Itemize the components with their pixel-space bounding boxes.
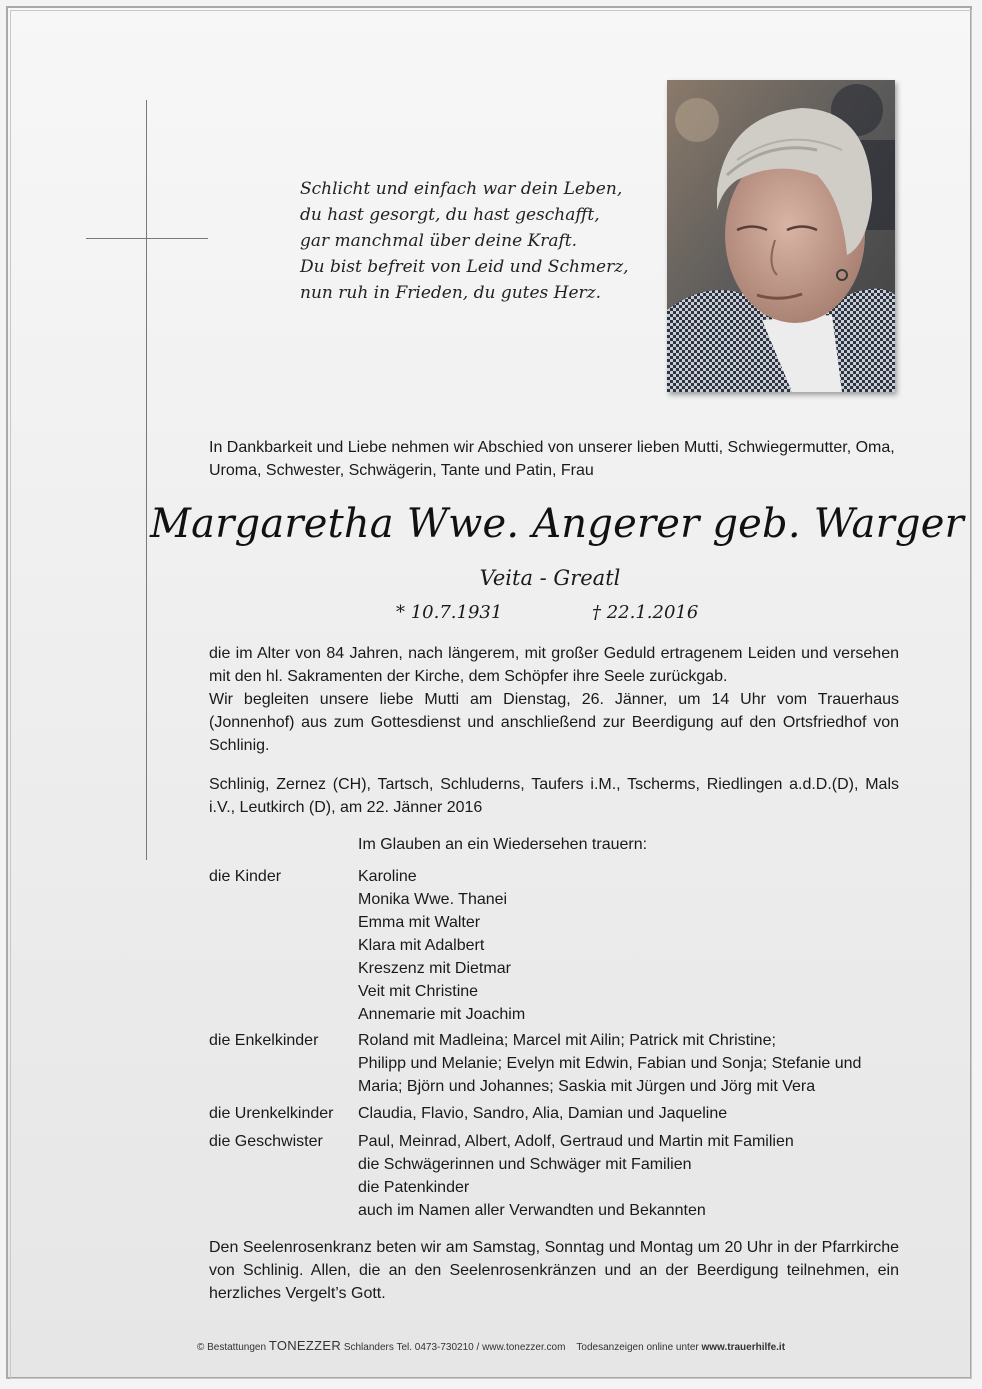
portrait-photo [667, 80, 895, 392]
group-label: die Enkelkinder [209, 1032, 319, 1049]
rosary-paragraph: Den Seelenrosenkranz beten wir am Samstag, Sonntag und Montag um 20 Uhr in der Pfarrkirche von Schlinig. Allen, die an den Seelenrosenkränzen und an der Beerdigung teilnehmen, ein herzliches Vergelt’s Gott. [209, 1239, 899, 1302]
footer [0, 1338, 982, 1353]
list-item: die Patenkinder [358, 1179, 470, 1196]
list-item: Paul, Meinrad, Albert, Adolf, Gertraud und Martin mit Familien [358, 1133, 794, 1150]
intro-text: In Dankbarkeit und Liebe nehmen wir Abschied von unserer lieben Mutti, Schwiegermutter, Oma, Uroma, Schwester, Schwägerin, Tante und Patin, Frau [209, 439, 895, 479]
obituary-paragraph: die im Alter von 84 Jahren, nach längerem, mit großer Geduld ertragenem Leiden und versehen mit den hl. Sakramenten der Kirche, dem Schöpfer ihre Seele zurückgab. [209, 645, 899, 685]
footer-prefix: © Bestattungen [196, 1342, 267, 1353]
list-item: auch im Namen aller Verwandten und Bekannten [358, 1202, 706, 1219]
poem-line: du hast gesorgt, du hast geschafft, [300, 205, 600, 225]
deceased-name: Margaretha Wwe. Angerer geb. Warger [150, 501, 964, 547]
mourners-heading: Im Glauben an ein Wiedersehen trauern: [358, 836, 648, 853]
list-item: Karoline [358, 868, 417, 885]
portrait-photo-illustration [667, 80, 895, 392]
footer-online-text: Todesanzeigen online unter [576, 1342, 699, 1353]
poem-line: nun ruh in Frieden, du gutes Herz. [300, 283, 602, 303]
group-label: die Urenkelkinder [209, 1105, 334, 1122]
cross-vertical-bar [146, 100, 147, 860]
list-item: Roland mit Madleina; Marcel mit Ailin; Patrick mit Christine; [358, 1032, 776, 1049]
places-paragraph: Schlinig, Zernez (CH), Tartsch, Schluderns, Taufers i.M., Tscherms, Riedlingen a.d.D.(D), Mals i.V., Leutkirch (D), am 22. Jänner 2016 [209, 776, 899, 816]
poem-line: Du bist befreit von Leid und Schmerz, [300, 257, 629, 277]
poem-line: Schlicht und einfach war dein Leben, [300, 179, 623, 199]
list-item: Philipp und Melanie; Evelyn mit Edwin, Fabian und Sonja; Stefanie und [358, 1055, 862, 1072]
group-lines [358, 1029, 903, 1098]
group-lines [358, 865, 903, 1026]
list-item: Veit mit Christine [358, 983, 479, 1000]
list-item: Annemarie mit Joachim [358, 1006, 526, 1023]
group-label: die Geschwister [209, 1133, 323, 1150]
poem-line: gar manchmal über deine Kraft. [300, 231, 578, 251]
list-item: Klara mit Adalbert [358, 937, 485, 954]
list-item: Emma mit Walter [358, 914, 481, 931]
list-item: Claudia, Flavio, Sandro, Alia, Damian und Jaqueline [358, 1105, 728, 1122]
footer-site-link[interactable]: www.trauerhilfe.it [701, 1342, 786, 1353]
birth-date: * 10.7.1931 [396, 602, 503, 623]
list-item: Maria; Björn und Johannes; Saskia mit Jürgen und Jörg mit Vera [358, 1078, 816, 1095]
cross-horizontal-bar [86, 238, 208, 239]
footer-contact: Schlanders Tel. 0473-730210 / www.tonezzer.com [343, 1342, 566, 1353]
group-lines [358, 1130, 903, 1222]
list-item: die Schwägerinnen und Schwäger mit Familien [358, 1156, 692, 1173]
list-item: Monika Wwe. Thanei [358, 891, 508, 908]
group-lines [358, 1102, 903, 1125]
death-date: † 22.1.2016 [592, 602, 699, 623]
group-label: die Kinder [209, 868, 282, 885]
funeral-paragraph: Wir begleiten unsere liebe Mutti am Dienstag, 26. Jänner, um 14 Uhr vom Trauerhaus (Jonnenhof) aus zum Gottesdienst und anschließend zur Beerdigung auf den Ortsfriedhof von Schlinig. [209, 691, 899, 754]
footer-brand: TONEZZER [268, 1338, 342, 1353]
deceased-nickname: Veita - Greatl [479, 566, 621, 590]
list-item: Kreszenz mit Dietmar [358, 960, 511, 977]
poem [300, 176, 630, 306]
